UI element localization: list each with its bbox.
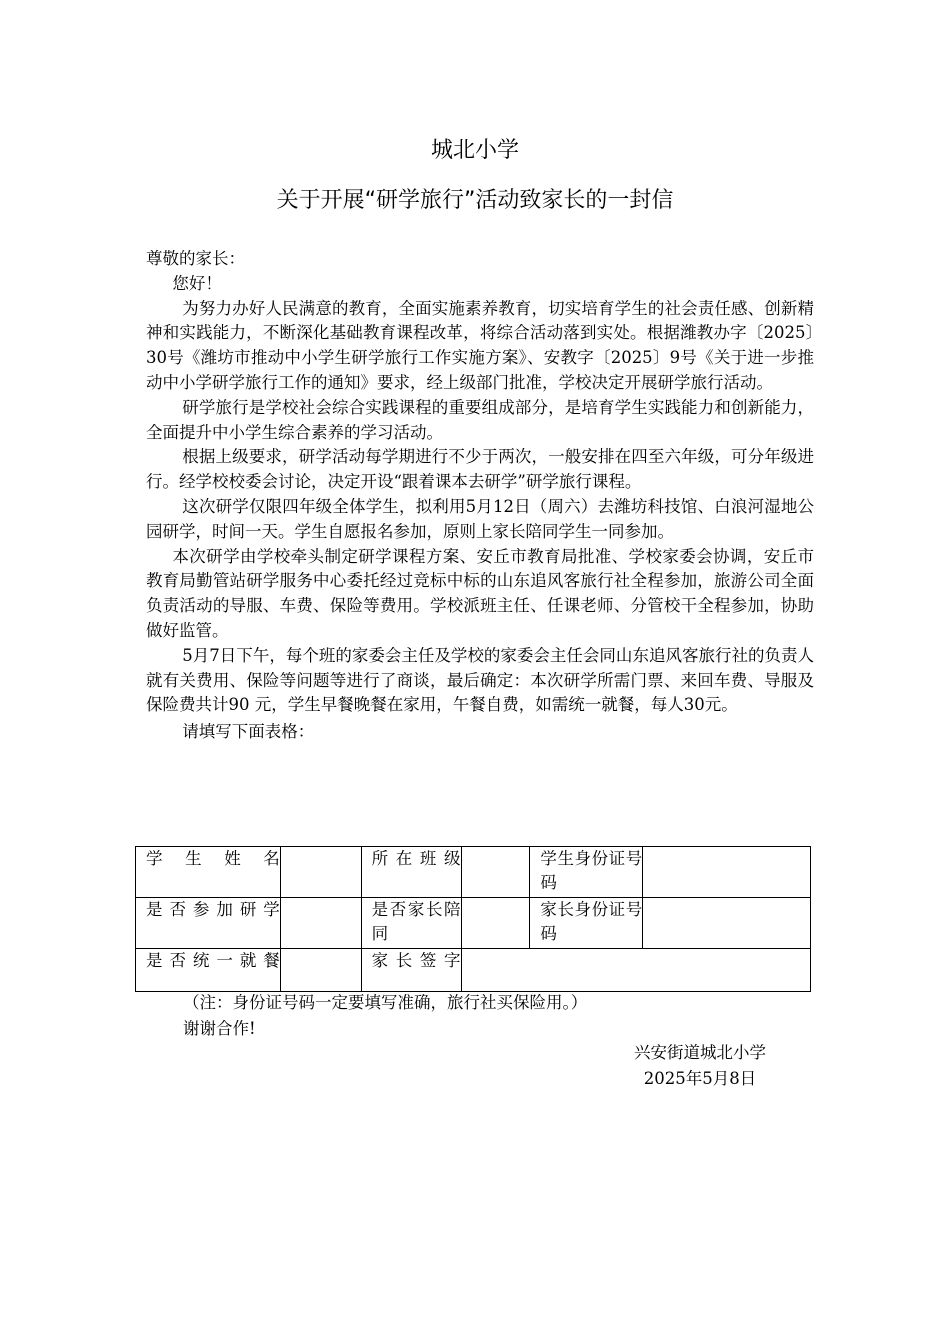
letter-title: 关于开展“研学旅行”活动致家长的一封信 — [276, 188, 674, 213]
meal-field[interactable] — [280, 949, 361, 992]
letter-date: 2025年5月8日 — [643, 1069, 757, 1088]
form-row — [136, 949, 811, 992]
parent-id-field[interactable] — [643, 898, 811, 949]
paragraph-schedule: 这次研学仅限四年级全体学生，拟利用5月12日（周六）去潍坊科技馆、白浪河湿地公园研学，时间一天。学生自愿报名参加，原则上家长陪同学生一同参加。 — [146, 496, 814, 541]
parent-id-label: 家长身份证号码 — [530, 898, 643, 949]
parent-signature-label: 家长签字 — [361, 949, 461, 992]
join-label: 是否参加研学 — [136, 898, 281, 949]
meal-label: 是否统一就餐 — [136, 949, 281, 992]
paragraph-requirements: 根据上级要求，研学活动每学期进行不少于两次，一般安排在四至六年级，可分年级进行。经学校校委会讨论，决定开设“跟着课本去研学”研学旅行课程。 — [146, 447, 814, 492]
parent-signature-field[interactable] — [461, 949, 810, 992]
student-name-field[interactable] — [280, 847, 361, 898]
class-field[interactable] — [461, 847, 530, 898]
form-prompt: 请填写下面表格： — [182, 722, 315, 742]
student-id-field[interactable] — [643, 847, 811, 898]
registration-form — [135, 846, 811, 992]
greeting: 您好！ — [172, 273, 222, 293]
parent-accompany-field[interactable] — [461, 898, 530, 949]
letter-body — [146, 247, 814, 745]
id-note: （注：身份证号码一定要填写准确，旅行社买保险用。） — [183, 993, 588, 1012]
student-name-label: 学生姓名 — [136, 847, 281, 898]
paragraph-fees: 5月7日下午，每个班的家委会主任及学校的家委会主任会同山东追风客旅行社的负责人就有关费用、保险等问题等进行了商谈，最后确定：本次研学所需门票、来回车费、导服及保险费共计90 元，学生早餐晚餐在家用，午餐自费，如需统一就餐，每人30元。 — [146, 645, 814, 715]
paragraph-organization: 本次研学由学校牵头制定研学课程方案、安丘市教育局批准、学校家委会协调，安丘市教育局勤管站研学服务中心委托经过竞标中标的山东追风客旅行社全程参加，旅游公司全面负责活动的导服、车费、保险等费用。学校派班主任、任课老师、分管校干全程参加，协助做好监管。 — [146, 546, 814, 640]
thanks-line: 谢谢合作! — [183, 1019, 256, 1038]
class-label: 所在班级 — [361, 847, 461, 898]
join-field[interactable] — [280, 898, 361, 949]
student-id-label: 学生身份证号码 — [530, 847, 643, 898]
paragraph-purpose: 为努力办好人民满意的教育，全面实施素养教育，切实培育学生的社会责任感、创新精神和实践能力，不断深化基础教育课程改革，将综合活动落到实处。根据潍教办字〔2025〕30号《潍坊市推动中小学生研学旅行工作实施方案》、安教字〔2025〕9号《关于进一步推动中小学研学旅行工作的通知》要求，经上级部门批准，学校决定开展研学旅行活动。 — [146, 298, 814, 392]
paragraph-definition: 研学旅行是学校社会综合实践课程的重要组成部分，是培育学生实践能力和创新能力，全面提升中小学生综合素养的学习活动。 — [146, 397, 814, 442]
school-title: 城北小学 — [430, 138, 519, 163]
salutation: 尊敬的家长： — [146, 249, 245, 268]
signer: 兴安街道城北小学 — [634, 1043, 766, 1062]
parent-accompany-label: 是否家长陪同 — [361, 898, 461, 949]
form-row — [136, 898, 811, 949]
form-row — [136, 847, 811, 898]
